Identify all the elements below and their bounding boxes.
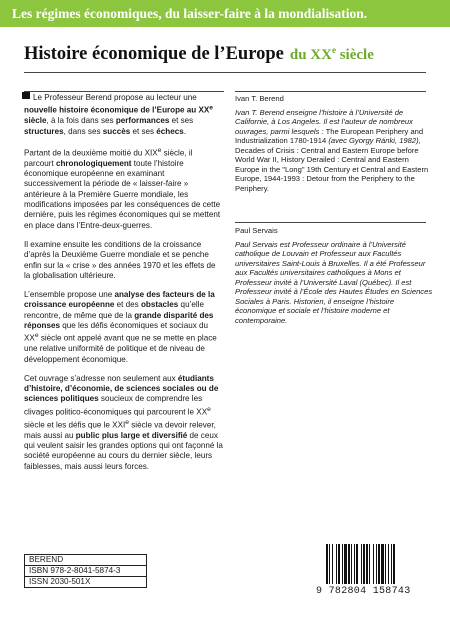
author-bio: Paul Servais est Professeur ordinaire à l’Université catholique de Louvain et Professeur aux Facultés universitaires Saint-Louis à Bruxelles. Il a été Professeur aux Facultés universitaires catholiques à Mons et Professeur invité à l’Université Laval (Québec). Il est Professeur invité à l’École des Hautes Études en Sciences Sociales à Paris. Historien, il enseigne l’histoire économique et sociale et l’histoire moderne et contemporaine. [235, 239, 433, 325]
summary-paragraph-5: Cet ouvrage s’adresse non seulement aux étudiants d’histoire, d’économie, de sciences sociales ou de sciences politiques soucieux de comprendre les clivages politico-économiques qui parcourent le XXe siècle et les défis que le XXIe siècle va devoir relever, mais aussi au public plus large et diversifié de ceux qui veulent saisir les grandes options qui ont façonné la société européenne au cours du dernier siècle, leurs faiblesses, mais aussi leurs forces. [24, 373, 223, 471]
divider-right [235, 91, 426, 92]
isbn-line: ISBN 978-2-8041-5874-3 [24, 566, 147, 577]
barcode-stripe [393, 544, 395, 584]
summary-paragraph-1: Le Professeur Berend propose au lecteur une nouvelle histoire économique de l’Europe au XXe siècle, à la fois dans ses performances et ses structures, dans ses succès et ses échecs. [24, 93, 214, 136]
author-name: Paul Servais [235, 226, 278, 235]
author-bio-servais [235, 226, 435, 325]
summary-paragraph-4: L’ensemble propose une analyse des facteurs de la croissance européenne et des obstacles qu’elle rencontre, de même que de la grande disparité des réponses que les défis économiques et sociaux du XXe siècle ont appelé avant que ne se mette en place une relative uniformité de politique et de niveau de développement économique. [24, 290, 217, 364]
summary-paragraph-3: Il examine ensuite les conditions de la croissance d’après la Deuxième Guerre mondiale et se penche enfin sur la « crise » des années 1970 et les effets de la globalisation ultérieure. [24, 239, 216, 280]
title-subtitle: du XXe siècle [289, 45, 374, 63]
barcode-digits: 9 782804 158743 [316, 586, 411, 597]
summary-paragraph-2: Partant de la deuxième moitié du XIXe siècle, il parcourt chronologiquement toute l’histoire économique européenne en examinant successivement la période de « laisser-faire » antérieure à la Première Guerre mondiale, les modifications imposées par les conséquences de cette dernière, puis les régimes économiques qui se mettent en place dans l’Entre-deux-guerres. [24, 146, 221, 230]
author-bio-berend [235, 94, 435, 193]
barcode [326, 544, 426, 584]
catalog-box [24, 554, 147, 588]
title-rule [24, 72, 426, 73]
summary-column [24, 93, 224, 481]
top-banner [0, 0, 450, 27]
author-divider [235, 222, 426, 223]
title-main: Histoire économique de l’Europe [24, 44, 284, 64]
divider-left [24, 91, 224, 92]
author-bio: Ivan T. Berend enseigne l’histoire à l’Université de Californie, à Los Angeles. Il est l’auteur de nombreux ouvrages, parmi lesquels : The European Periphery and Industrialization 1780-1914 (avec Gyorgy Ránki, 1982), Decades of Crisis : Central and Eastern Europe before World War II, History Derailed : Central and Eastern Europe in the "Long" 19th Century et Central and Eastern Europe, 1944-1993 : Detour from the Periphery to the Periphery. [235, 107, 429, 193]
author-name: Ivan T. Berend [235, 94, 284, 103]
banner-text: Les régimes économiques, du laisser-faire à la mondialisation. [12, 6, 368, 21]
catalog-code: BEREND [24, 554, 147, 566]
book-title [24, 44, 374, 65]
issn-line: ISSN 2030-501X [24, 577, 147, 588]
